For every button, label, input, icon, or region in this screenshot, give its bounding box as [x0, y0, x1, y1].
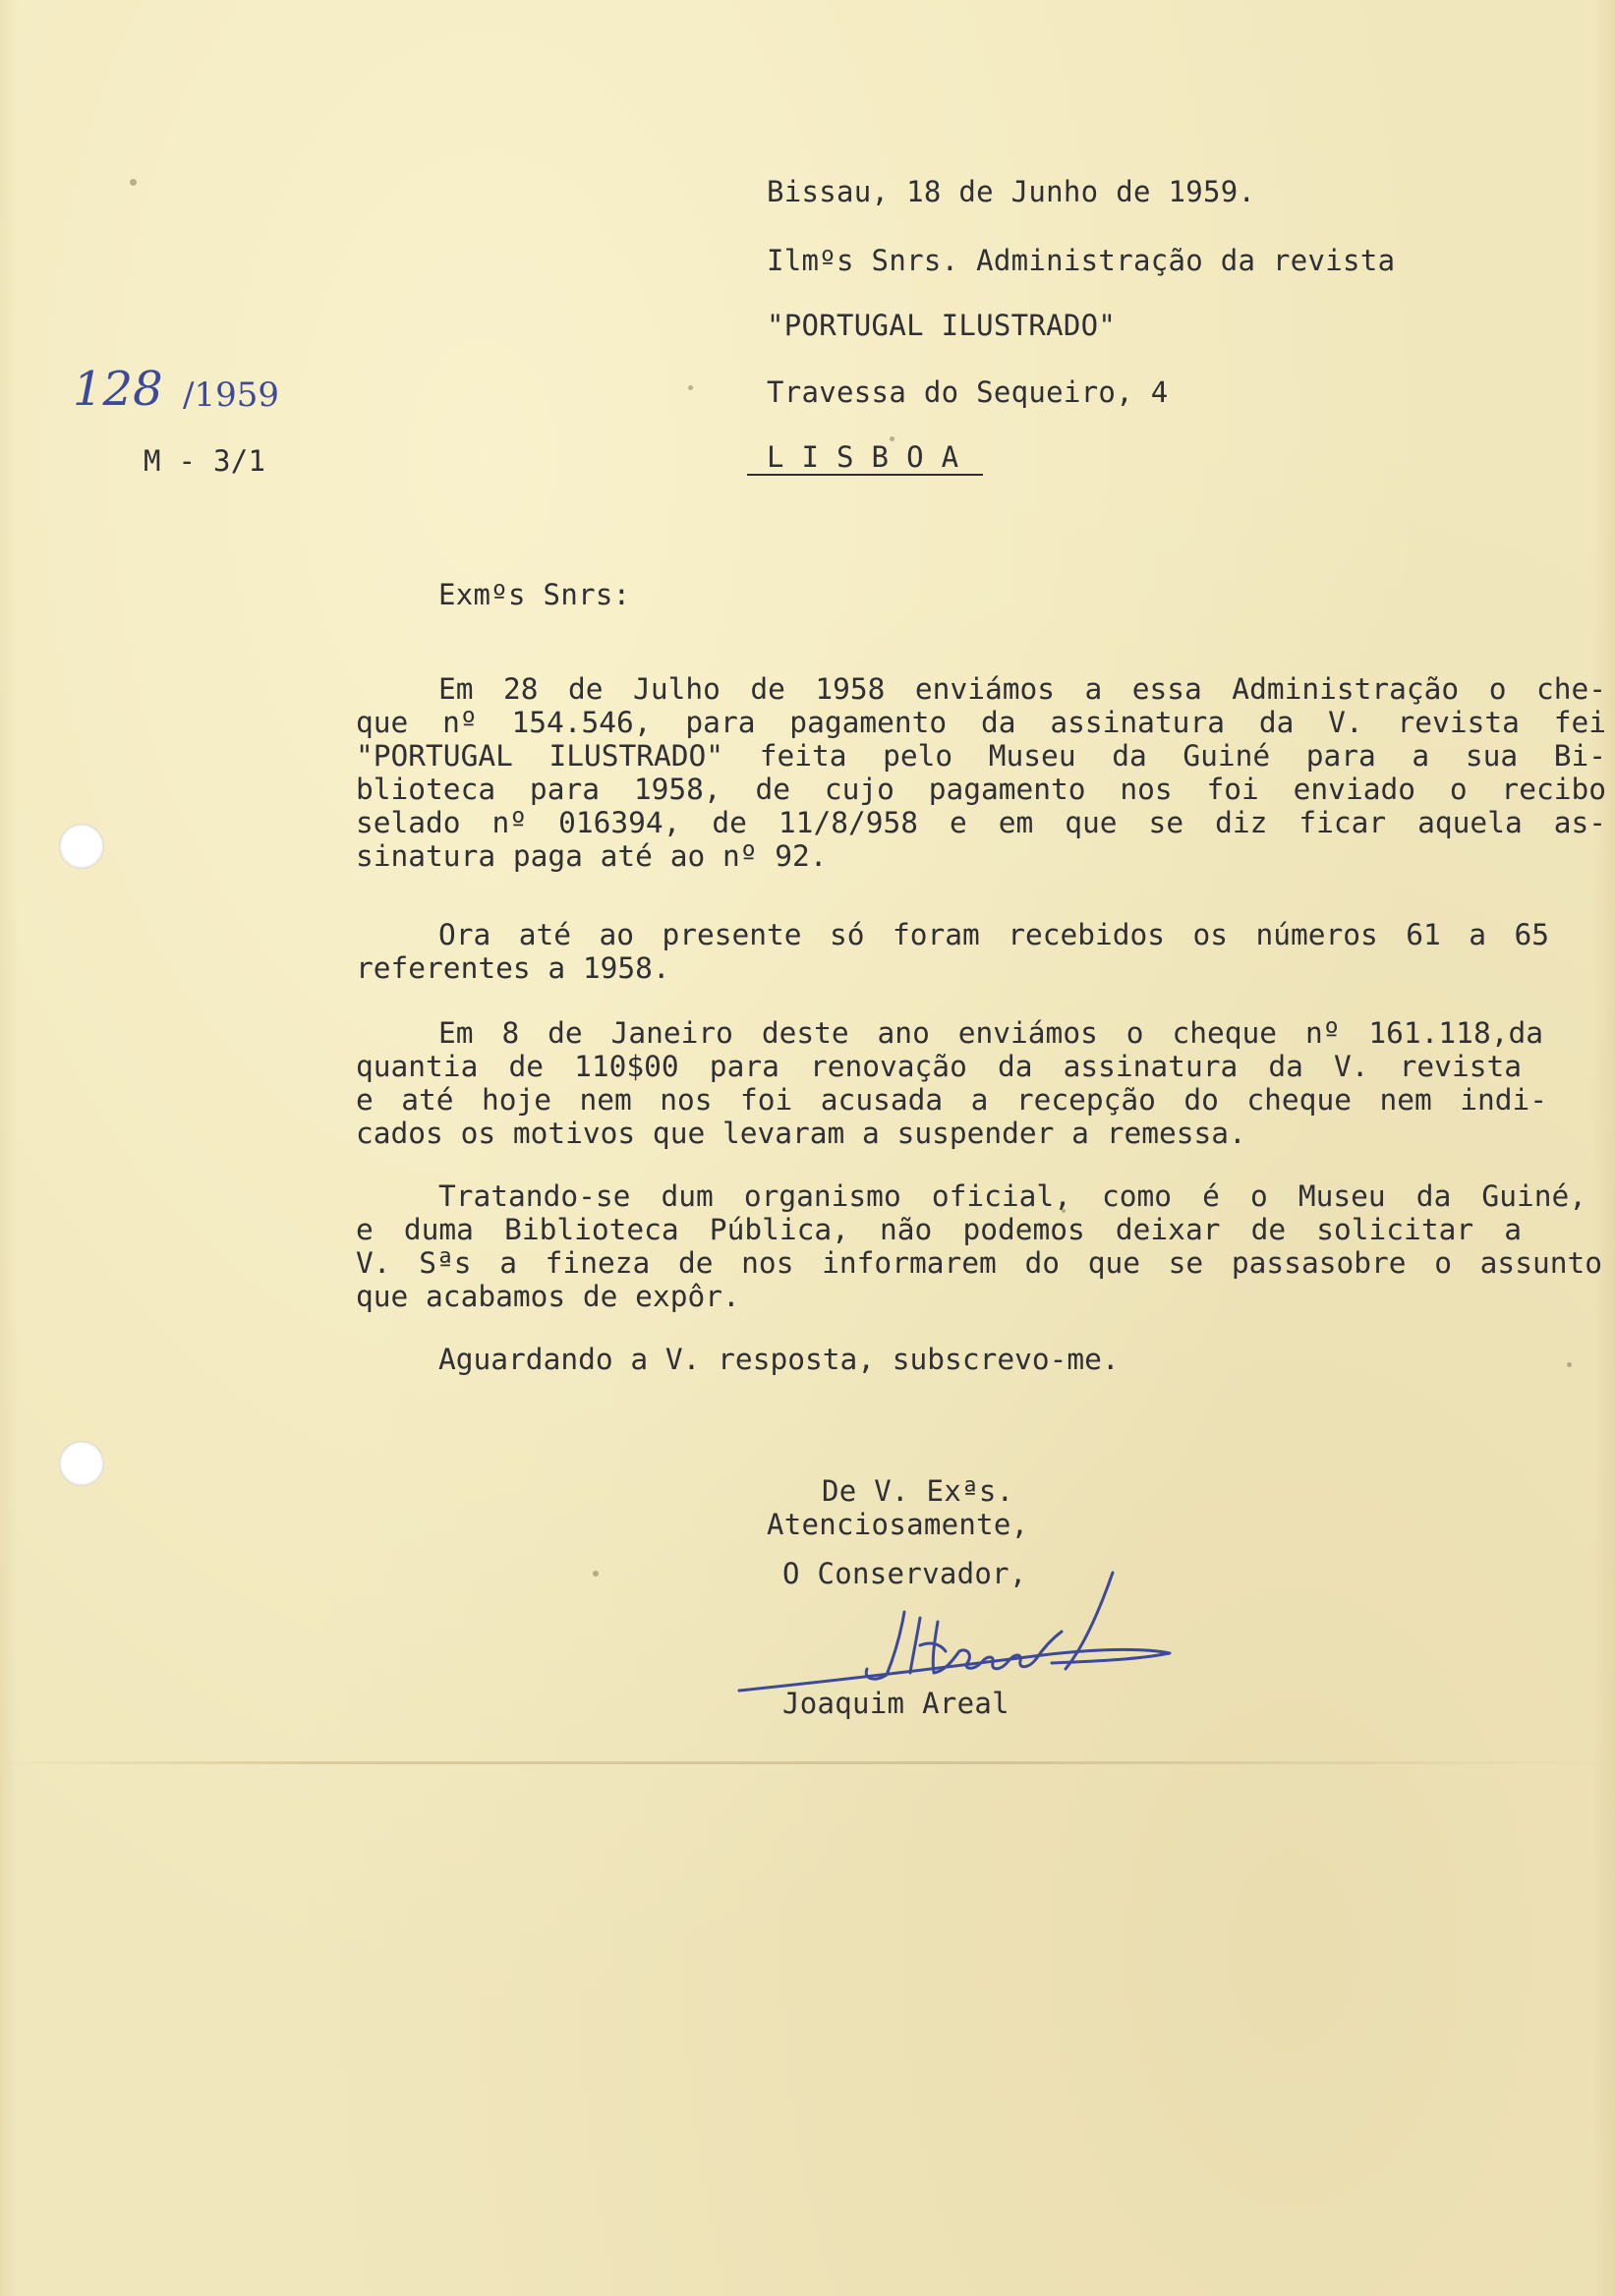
body-line: que acabamos de expôr. [356, 1280, 740, 1313]
body-line: quantia de 110$00 para renovação da assinatura da V. revista [356, 1050, 1522, 1083]
signature [727, 1553, 1180, 1700]
closing-line-3: O Conservador, [782, 1557, 1027, 1590]
body-line: que nº 154.546, para pagamento da assinatura da V. revista fei [356, 706, 1606, 739]
city-underline [747, 474, 983, 476]
handwritten-reference-year: /1959 [183, 375, 279, 415]
reference-code: M - 3/1 [144, 444, 266, 478]
body-line: e duma Biblioteca Pública, não podemos deixar de solicitar a [356, 1213, 1522, 1246]
body-line: referentes a 1958. [356, 951, 670, 985]
punch-hole-top [59, 824, 104, 869]
body-line: V. Sªs a fineza de nos informarem do que se passasobre o assunto [356, 1246, 1602, 1280]
closing-line-2: Atenciosamente, [767, 1508, 1029, 1541]
body-line: cados os motivos que levaram a suspender a remessa. [356, 1117, 1246, 1150]
date-line: Bissau, 18 de Junho de 1959. [767, 175, 1256, 208]
recipient-line-3: Travessa do Sequeiro, 4 [767, 375, 1169, 409]
recipient-line-1: Ilmºs Snrs. Administração da revista [767, 244, 1396, 277]
body-line: Ora até ao presente só foram recebidos os números 61 a 65 [438, 918, 1549, 951]
signatory-name: Joaquim Areal [782, 1687, 1009, 1720]
body-line: Em 8 de Janeiro deste ano enviámos o cheque nº 161.118,da [438, 1016, 1543, 1050]
body-line: e até hoje nem nos foi acusada a recepção do cheque nem indi- [356, 1083, 1547, 1117]
paper-speck [130, 179, 137, 186]
paper-speck [688, 385, 693, 390]
body-line: selado nº 016394, de 11/8/958 e em que se diz ficar aquela as- [356, 806, 1606, 839]
recipient-city: L I S B O A [767, 440, 959, 474]
recipient-line-2: "PORTUGAL ILUSTRADO" [767, 309, 1117, 342]
punch-hole-bottom [59, 1441, 104, 1486]
body-line: sinatura paga até ao nº 92. [356, 839, 828, 873]
body-line: Em 28 de Julho de 1958 enviámos a essa Administração o che- [438, 672, 1606, 706]
paper-speck [593, 1571, 599, 1577]
body-line: "PORTUGAL ILUSTRADO" feita pelo Museu da Guiné para a sua Bi- [356, 739, 1606, 773]
body-line: Aguardando a V. resposta, subscrevo-me. [438, 1343, 1120, 1376]
salutation: Exmºs Snrs: [438, 578, 631, 611]
paper-crease [0, 1761, 1615, 1764]
closing-line-1: De V. Exªs. [822, 1474, 1014, 1508]
body-line: blioteca para 1958, de cujo pagamento nos foi enviado o recibo [356, 773, 1606, 806]
handwritten-reference-number: 128 [73, 362, 163, 417]
body-line: Tratando-se dum organismo oficial, como é o Museu da Guiné, [438, 1179, 1586, 1213]
